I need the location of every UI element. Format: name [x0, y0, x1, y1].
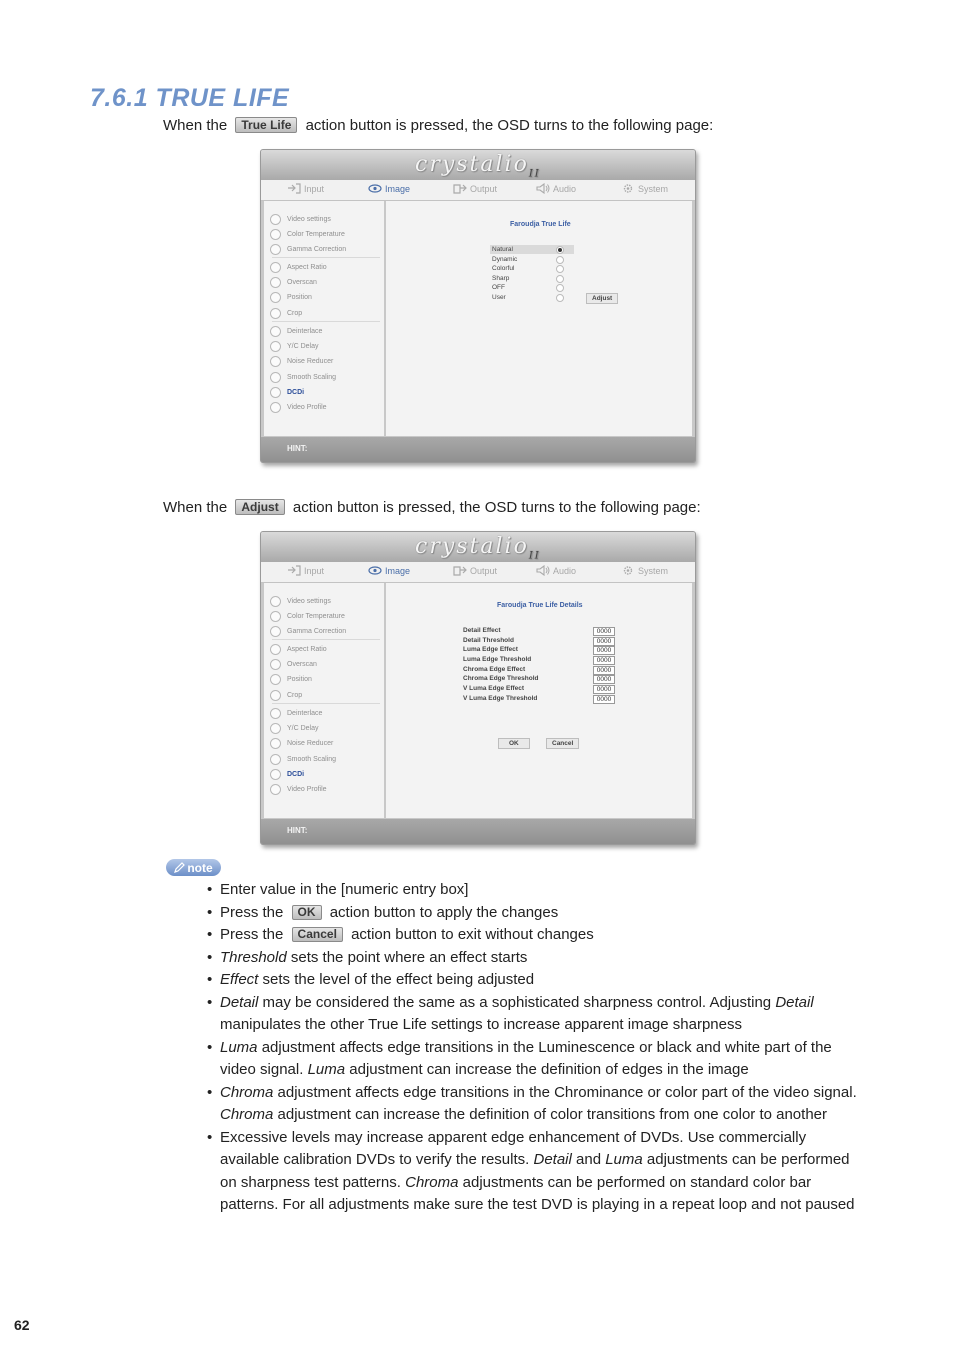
tab-audio[interactable]: Audio [536, 565, 576, 576]
osd-sidebar-menu [264, 201, 384, 436]
option-natural-radio[interactable] [556, 246, 564, 254]
osd-hint-bar: HINT: [261, 437, 695, 462]
list-item: • Effect sets the level of the effect being adjusted [207, 969, 867, 992]
output-icon [453, 565, 467, 576]
tab-input[interactable]: Input [287, 565, 324, 576]
ok-button-image: OK [292, 905, 322, 920]
osd-content-panel [386, 583, 692, 818]
cancel-button-image: Cancel [292, 927, 343, 942]
menu-divider [272, 257, 380, 258]
menu-item-gamma-correction[interactable]: Gamma Correction [270, 244, 346, 255]
adjust-button[interactable]: Adjust [586, 293, 618, 304]
menu-bullet-icon [270, 723, 281, 734]
menu-item-color-temperature[interactable]: Color Temperature [270, 611, 345, 622]
menu-bullet-icon [270, 341, 281, 352]
chroma-edge-threshold-input[interactable]: 0000 [593, 675, 615, 684]
menu-bullet-icon [270, 674, 281, 685]
option-colorful[interactable]: Colorful [492, 265, 515, 272]
menu-item-overscan[interactable]: Overscan [270, 277, 317, 288]
osd-tab-bar [261, 180, 695, 201]
menu-bullet-icon [270, 262, 281, 273]
menu-item-smooth-scaling[interactable]: Smooth Scaling [270, 754, 336, 765]
menu-item-yc-delay[interactable]: Y/C Delay [270, 341, 319, 352]
crystalio-logo: crystalio$_{II}$ [415, 534, 541, 562]
v-luma-edge-effect-input[interactable]: 0000 [593, 685, 615, 694]
menu-item-crop[interactable]: Crop [270, 308, 302, 319]
osd-sidebar-menu [264, 583, 384, 818]
adjust-button-image: Adjust [235, 499, 284, 515]
osd-content-panel [386, 201, 692, 436]
osd-header [261, 532, 695, 562]
menu-bullet-icon [270, 644, 281, 655]
menu-item-yc-delay[interactable]: Y/C Delay [270, 723, 319, 734]
tab-output[interactable]: Output [453, 183, 497, 194]
v-luma-edge-threshold-label: V Luma Edge Threshold [463, 695, 538, 702]
menu-divider [272, 639, 380, 640]
list-item: • Luma adjustment affects edge transitions in the Luminescence or black and white part of the video signal. Luma adjustment can increase the definition of edges in the image [207, 1037, 867, 1082]
menu-bullet-icon [270, 326, 281, 337]
tab-image[interactable]: Image [368, 183, 410, 194]
menu-bullet-icon [270, 402, 281, 413]
menu-bullet-icon [270, 769, 281, 780]
menu-item-crop[interactable]: Crop [270, 690, 302, 701]
menu-bullet-icon [270, 214, 281, 225]
speaker-icon [536, 183, 550, 194]
menu-bullet-icon [270, 754, 281, 765]
menu-item-deinterlace[interactable]: Deinterlace [270, 708, 322, 719]
menu-bullet-icon [270, 596, 281, 607]
menu-bullet-icon [270, 659, 281, 670]
list-item: • Threshold sets the point where an effect starts [207, 947, 867, 970]
menu-bullet-icon [270, 308, 281, 319]
list-item: • Excessive levels may increase apparent edge enhancement of DVDs. Use commercially available calibration DVDs to verify the results. Detail and Luma adjustments can be performed on sharpness test patterns. Chroma adjustments can be performed on standard color bar patterns. For all adjustments make sure the test DVD is playing in a repeat loop and not paused [207, 1127, 867, 1217]
menu-item-video-profile[interactable]: Video Profile [270, 402, 327, 413]
menu-item-color-temperature[interactable]: Color Temperature [270, 229, 345, 240]
v-luma-edge-threshold-input[interactable]: 0000 [593, 695, 615, 704]
osd-tab-bar [261, 562, 695, 583]
intro-paragraph-2 [163, 499, 701, 516]
pencil-icon [174, 862, 185, 873]
option-sharp[interactable]: Sharp [492, 275, 510, 282]
osd-panel-title: Faroudja True Life [510, 221, 571, 228]
menu-item-position[interactable]: Position [270, 292, 312, 303]
tab-input[interactable]: Input [287, 183, 324, 194]
menu-bullet-icon [270, 387, 281, 398]
option-natural[interactable]: Natural [490, 245, 574, 254]
detail-threshold-input[interactable]: 0000 [593, 637, 615, 646]
intro-1-after: action button is pressed, the OSD turns to the following page: [305, 117, 714, 134]
osd-hint-bar: HINT: [261, 819, 695, 844]
option-dynamic-radio[interactable] [556, 256, 564, 264]
v-luma-edge-effect-label: V Luma Edge Effect [463, 685, 525, 692]
menu-bullet-icon [270, 356, 281, 367]
menu-bullet-icon [270, 277, 281, 288]
menu-bullet-icon [270, 708, 281, 719]
note-badge: note [166, 859, 221, 876]
list-item: • Press the OK action button to apply the changes [207, 902, 867, 925]
chroma-edge-effect-input[interactable]: 0000 [593, 666, 615, 675]
gear-icon [621, 183, 635, 194]
luma-edge-effect-label: Luma Edge Effect [463, 646, 518, 653]
menu-item-video-settings[interactable]: Video settings [270, 596, 331, 607]
input-icon [287, 183, 301, 194]
menu-bullet-icon [270, 690, 281, 701]
menu-bullet-icon [270, 738, 281, 749]
menu-item-aspect-ratio[interactable]: Aspect Ratio [270, 644, 327, 655]
tab-system[interactable]: System [621, 183, 668, 194]
menu-bullet-icon [270, 292, 281, 303]
option-off[interactable]: OFF [492, 284, 505, 291]
menu-item-smooth-scaling[interactable]: Smooth Scaling [270, 372, 336, 383]
page-number: 62 [14, 1317, 30, 1333]
list-item: • Enter value in the [numeric entry box] [207, 879, 867, 902]
luma-edge-threshold-input[interactable]: 0000 [593, 656, 615, 665]
detail-threshold-label: Detail Threshold [463, 637, 514, 644]
menu-bullet-icon [270, 784, 281, 795]
osd-screenshot-true-life-details [260, 531, 696, 845]
menu-divider [272, 321, 380, 322]
list-item: • Press the Cancel action button to exit without changes [207, 924, 867, 947]
menu-item-deinterlace[interactable]: Deinterlace [270, 326, 322, 337]
option-user-radio[interactable] [556, 294, 564, 302]
option-user[interactable]: User [492, 294, 506, 301]
gear-icon [621, 565, 635, 576]
osd-panel-title: Faroudja True Life Details [497, 602, 583, 609]
menu-bullet-icon [270, 372, 281, 383]
luma-edge-threshold-label: Luma Edge Threshold [463, 656, 532, 663]
intro-paragraph-1 [163, 117, 713, 134]
speaker-icon [536, 565, 550, 576]
tab-output[interactable]: Output [453, 565, 497, 576]
menu-divider [272, 703, 380, 704]
detail-effect-input[interactable]: 0000 [593, 627, 615, 636]
chroma-edge-threshold-label: Chroma Edge Threshold [463, 675, 539, 682]
menu-item-position[interactable]: Position [270, 674, 312, 685]
detail-effect-label: Detail Effect [463, 627, 501, 634]
option-off-radio[interactable] [556, 284, 564, 292]
intro-2-after: action button is pressed, the OSD turns to the following page: [292, 499, 701, 516]
menu-item-noise-reducer[interactable]: Noise Reducer [270, 356, 333, 367]
tab-audio[interactable]: Audio [536, 183, 576, 194]
ok-button[interactable]: OK [498, 738, 530, 749]
eye-icon [368, 565, 382, 576]
option-colorful-radio[interactable] [556, 265, 564, 273]
menu-bullet-icon [270, 626, 281, 637]
menu-bullet-icon [270, 244, 281, 255]
cancel-button[interactable]: Cancel [546, 738, 579, 749]
osd-screenshot-true-life [260, 149, 696, 463]
menu-item-dcdi[interactable]: DCDi [270, 769, 304, 780]
osd-header [261, 150, 695, 180]
option-dynamic[interactable]: Dynamic [492, 256, 518, 263]
menu-item-aspect-ratio[interactable]: Aspect Ratio [270, 262, 327, 273]
option-sharp-radio[interactable] [556, 275, 564, 283]
list-item: • Chroma adjustment affects edge transitions in the Chrominance or color part of the video signal. Chroma adjustment can increase the definition of color transitions from one color to another [207, 1082, 867, 1127]
true-life-button-image: True Life [235, 117, 297, 133]
intro-1-before: When the [163, 117, 228, 134]
luma-edge-effect-input[interactable]: 0000 [593, 646, 615, 655]
tab-image[interactable]: Image [368, 565, 410, 576]
eye-icon [368, 183, 382, 194]
crystalio-logo: crystalio$_{II}$ [415, 152, 541, 180]
input-icon [287, 565, 301, 576]
chroma-edge-effect-label: Chroma Edge Effect [463, 666, 526, 673]
menu-item-video-settings[interactable]: Video settings [270, 214, 331, 225]
tab-system[interactable]: System [621, 565, 668, 576]
output-icon [453, 183, 467, 194]
menu-item-overscan[interactable]: Overscan [270, 659, 317, 670]
menu-bullet-icon [270, 611, 281, 622]
intro-2-before: When the [163, 499, 228, 516]
section-heading: 7.6.1 TRUE LIFE [90, 84, 290, 112]
menu-item-noise-reducer[interactable]: Noise Reducer [270, 738, 333, 749]
menu-item-gamma-correction[interactable]: Gamma Correction [270, 626, 346, 637]
menu-bullet-icon [270, 229, 281, 240]
list-item: • Detail may be considered the same as a sophisticated sharpness control. Adjusting Detail manipulates the other True Life settings to increase apparent image sharpness [207, 992, 867, 1037]
note-bullet-list [207, 879, 867, 1217]
menu-item-dcdi[interactable]: DCDi [270, 387, 304, 398]
menu-item-video-profile[interactable]: Video Profile [270, 784, 327, 795]
